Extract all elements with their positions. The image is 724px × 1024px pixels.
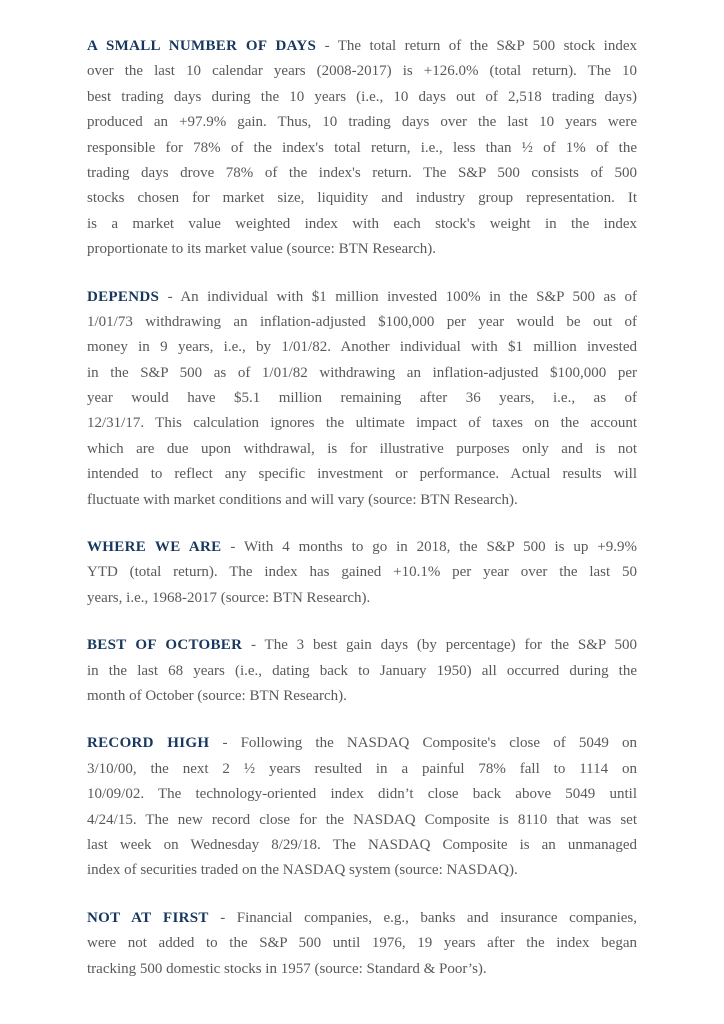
text-line: 10/09/02. The technology-oriented index didn’t close back above 5049 until xyxy=(87,786,637,803)
text-line: WHERE WE ARE - With 4 months to go in 2018, the S&P 500 is up +9.9% xyxy=(87,539,637,556)
text-line: NOT AT FIRST - Financial companies, e.g., banks and insurance companies, xyxy=(87,909,637,926)
paragraph-heading: A SMALL NUMBER OF DAYS xyxy=(87,38,317,54)
text-line: A SMALL NUMBER OF DAYS - The total return of the S&P 500 stock index xyxy=(87,38,637,54)
paragraph xyxy=(87,285,637,514)
text-line: 3/10/00, the next 2 ½ years resulted in a painful 78% fall to 1114 on xyxy=(87,760,637,777)
text-line: last week on Wednesday 8/29/18. The NASDAQ Composite is an unmanaged xyxy=(87,836,637,853)
text-line: were not added to the S&P 500 until 1976, 19 years after the index began xyxy=(87,935,637,952)
text-line: money in 9 years, i.e., by 1/01/82. Another individual with $1 million invested xyxy=(87,339,637,356)
text-line: intended to reflect any specific investment or performance. Actual results will xyxy=(87,466,637,483)
paragraph-heading: NOT AT FIRST xyxy=(87,909,209,926)
paragraph xyxy=(87,535,637,611)
text-line: proportionate to its market value (source: BTN Research). xyxy=(87,241,437,258)
text-line: 1/01/73 withdrawing an inflation-adjusted $100,000 per year would be out of xyxy=(87,313,637,330)
text-line: over the last 10 calendar years (2008-2017) is +126.0% (total return). The 10 xyxy=(87,63,637,80)
text-line: produced an +97.9% gain. Thus, 10 trading days over the last 10 years were xyxy=(87,114,637,131)
paragraph xyxy=(87,633,637,709)
text-line: 4/24/15. The new record close for the NASDAQ Composite is 8110 that was set xyxy=(87,811,637,828)
text-line: BEST OF OCTOBER - The 3 best gain days (by percentage) for the S&P 500 xyxy=(87,637,637,654)
text-line: fluctuate with market conditions and will vary (source: BTN Research). xyxy=(87,491,518,508)
paragraph xyxy=(87,731,637,883)
paragraph-heading: BEST OF OCTOBER xyxy=(87,637,243,654)
text-line: DEPENDS - An individual with $1 million invested 100% in the S&P 500 as of xyxy=(87,288,637,305)
text-line: is a market value weighted index with each stock's weight in the index xyxy=(87,215,637,232)
text-line: best trading days during the 10 years (i.e., 10 days out of 2,518 trading days) xyxy=(87,88,637,105)
text-line: YTD (total return). The index has gained +10.1% per year over the last 50 xyxy=(87,564,637,581)
text-line: month of October (source: BTN Research). xyxy=(87,687,347,704)
text-line: responsible for 78% of the index's total return, i.e., less than ½ of 1% of the xyxy=(87,139,637,156)
text-line: year would have $5.1 million remaining after 36 years, i.e., as of xyxy=(87,390,637,407)
text-line: index of securities traded on the NASDAQ system (source: NASDAQ). xyxy=(87,862,518,879)
text-line: in the last 68 years (i.e., dating back to January 1950) all occurred during the xyxy=(87,662,637,679)
text-line: which are due upon withdrawal, is for illustrative purposes only and is not xyxy=(87,440,637,457)
text-line: stocks chosen for market size, liquidity and industry group representation. It xyxy=(87,190,637,207)
text-line: trading days drove 78% of the index's return. The S&P 500 consists of 500 xyxy=(87,164,637,181)
text-line: years, i.e., 1968-2017 (source: BTN Research). xyxy=(87,589,371,606)
text-line: RECORD HIGH - Following the NASDAQ Composite's close of 5049 on xyxy=(87,735,637,752)
paragraph-heading: WHERE WE ARE xyxy=(87,539,222,556)
text-line: 12/31/17. This calculation ignores the ultimate impact of taxes on the account xyxy=(87,415,637,432)
paragraph xyxy=(87,906,637,982)
paragraph-heading: RECORD HIGH xyxy=(87,735,210,752)
text-line: tracking 500 domestic stocks in 1957 (source: Standard & Poor’s). xyxy=(87,960,487,977)
paragraph-heading: DEPENDS xyxy=(87,288,160,305)
text-line: in the S&P 500 as of 1/01/82 withdrawing an inflation-adjusted $100,000 per xyxy=(87,364,637,381)
paragraph xyxy=(87,34,637,263)
